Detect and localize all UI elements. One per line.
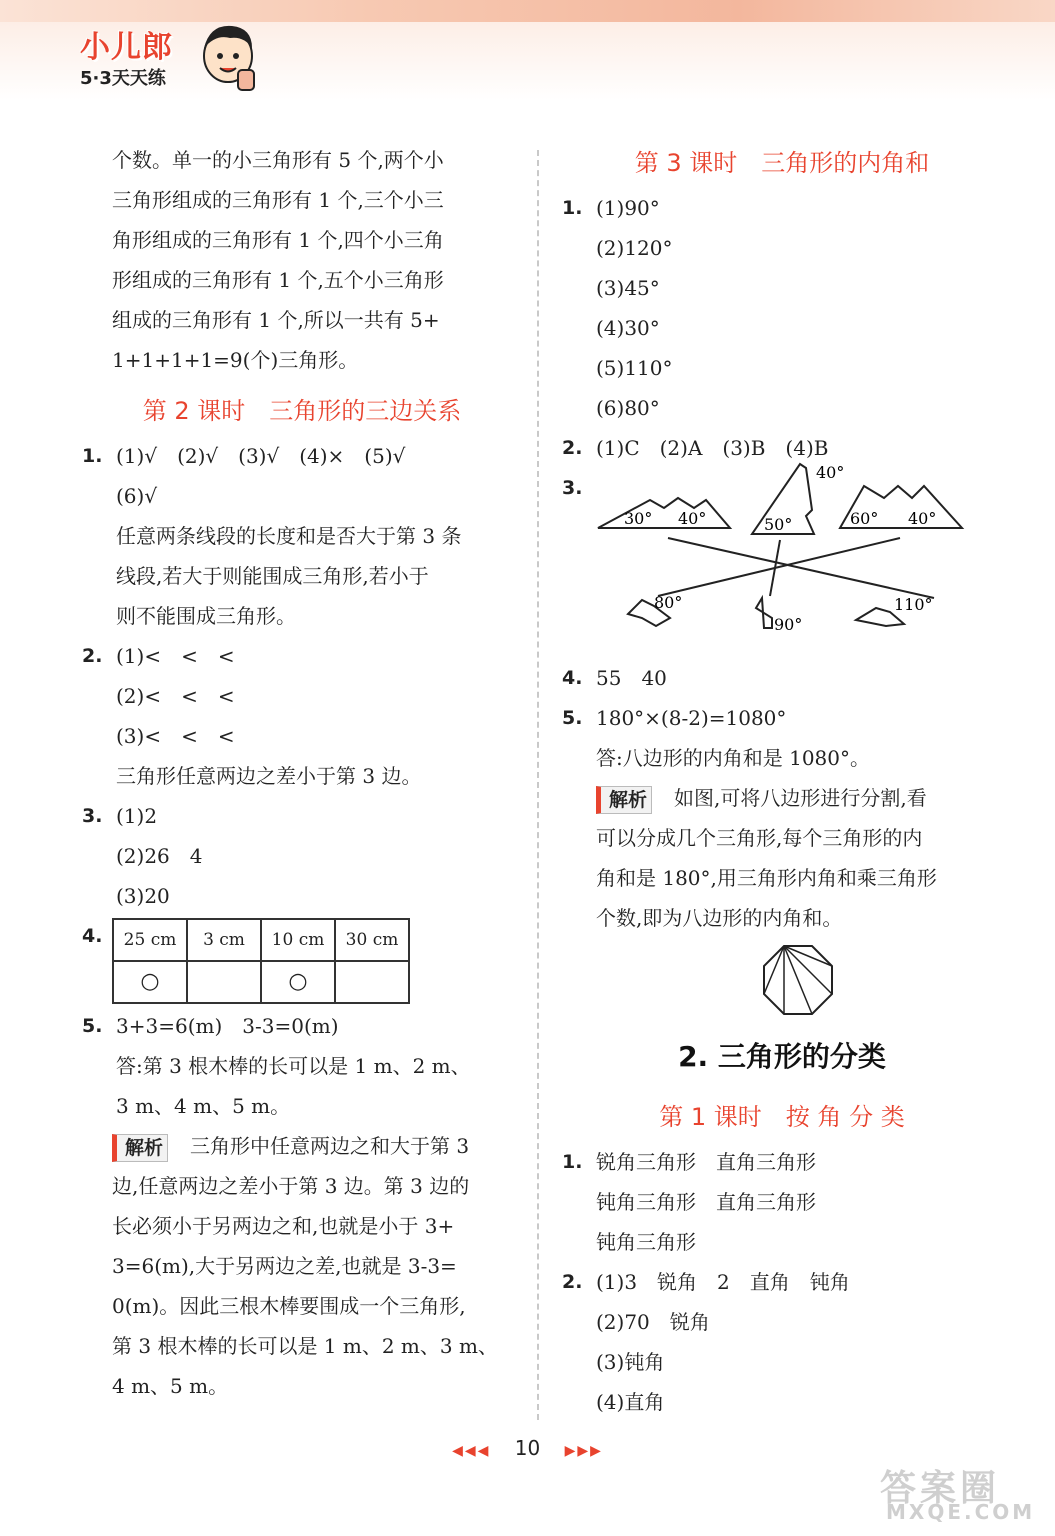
question-3 (562, 463, 1002, 658)
question-4 (82, 916, 522, 1006)
question-number: 3. (82, 805, 103, 827)
answer-line: (6)80° (596, 396, 660, 420)
watermark (880, 1460, 1050, 1530)
angle-label: 90° (774, 615, 803, 634)
analysis-line: 角和是 180°,用三角形内角和乘三角形 (596, 866, 937, 890)
answer-line: (3)< < < (116, 724, 235, 748)
analysis-tag: 解析 (596, 786, 652, 814)
intro-line: 角形组成的三角形有 1 个,四个小三角 (112, 228, 444, 252)
triangle-shape (598, 498, 730, 528)
intro-line: 形组成的三角形有 1 个,五个小三角形 (112, 268, 444, 292)
triangle-matching-diagram (594, 458, 994, 638)
watermark-title: 答案圈 (880, 1468, 1001, 1509)
answer-line: (3)45° (596, 276, 660, 300)
explanation-line: 三角形任意两边之差小于第 3 边。 (116, 764, 422, 788)
answer-line: (3)钝角 (596, 1350, 665, 1374)
octagon-icon (758, 942, 838, 1022)
angle-label: 110° (894, 595, 933, 614)
octagon-figure (562, 938, 1002, 1022)
angle-label: 40° (908, 509, 937, 528)
answer-line: 钝角三角形 (596, 1230, 696, 1254)
answer-line: 答:八边形的内角和是 1080°。 (596, 746, 870, 770)
angle-label: 80° (654, 593, 683, 612)
answer-line: 答:第 3 根木棒的长可以是 1 m、2 m、 (116, 1054, 471, 1078)
question-number: 3. (562, 477, 583, 499)
question-2 (562, 1262, 1002, 1302)
question-number: 4. (562, 667, 583, 689)
question-3 (82, 796, 522, 836)
answer-text: (1)90° (596, 196, 660, 220)
angle-label: 30° (624, 509, 653, 528)
prev-arrows-icon: ◀◀◀ (452, 1443, 491, 1459)
question-5 (82, 1006, 522, 1046)
logo-subtitle: 5·3天天练 (80, 68, 166, 89)
answer-line: (6)√ (116, 484, 158, 508)
question-number: 2. (82, 645, 103, 667)
question-5 (562, 698, 1002, 738)
analysis-line: 解析 如图,可将八边形进行分割,看 (562, 778, 1002, 818)
right-column (562, 140, 1002, 1422)
answer-text: (1)3 锐角 2 直角 钝角 (596, 1270, 850, 1294)
table-header: 10 cm (261, 919, 335, 961)
analysis-line: 边,任意两边之差小于第 3 边。第 3 边的 (112, 1174, 470, 1198)
question-number: 4. (82, 925, 103, 947)
angle-label: 40° (678, 509, 707, 528)
question-number: 5. (562, 707, 583, 729)
intro-line: 组成的三角形有 1 个,所以一共有 5+ (112, 308, 440, 332)
question-2 (82, 636, 522, 676)
matching-line (668, 538, 934, 598)
next-arrows-icon: ▶▶▶ (564, 1443, 603, 1459)
answer-text: (1)√ (2)√ (3)√ (4)× (5)√ (116, 444, 406, 468)
answer-line: (3)20 (116, 884, 170, 908)
table-header: 25 cm (113, 919, 187, 961)
answer-table (112, 918, 410, 1004)
lesson-title: 第 3 课时 三角形的内角和 (634, 149, 930, 177)
answer-line: (5)110° (596, 356, 673, 380)
table-cell (335, 961, 409, 1003)
analysis-line: 0(m)。因此三根木棒要围成一个三角形, (112, 1294, 466, 1318)
analysis-line: 4 m、5 m。 (112, 1374, 229, 1398)
left-column (82, 140, 522, 1406)
watermark-url: MXQE.COM (886, 1500, 1036, 1524)
analysis-line: 可以分成几个三角形,每个三角形的内 (596, 826, 923, 850)
question-1 (82, 436, 522, 476)
logo-title: 小儿郎 (80, 30, 173, 65)
angle-label: 50° (764, 515, 793, 534)
answer-text: (1)C (2)A (3)B (4)B (596, 436, 829, 460)
answer-line: (2)70 锐角 (596, 1310, 710, 1334)
answer-text: 3+3=6(m) 3-3=0(m) (116, 1014, 339, 1038)
mascot-icon (190, 18, 262, 98)
table-header: 30 cm (335, 919, 409, 961)
lesson-title: 第 2 课时 三角形的三边关系 (142, 397, 462, 425)
explanation-line: 任意两条线段的长度和是否大于第 3 条 (116, 524, 462, 548)
answer-line: 3 m、4 m、5 m。 (116, 1094, 291, 1118)
analysis-line: 长必须小于另两边之和,也就是小于 3+ (112, 1214, 455, 1238)
answer-text: 55 40 (596, 666, 667, 690)
answer-line: (2)26 4 (116, 844, 203, 868)
answer-line: (4)30° (596, 316, 660, 340)
fragment-shape (756, 598, 772, 628)
analysis-tag: 解析 (112, 1134, 168, 1162)
answer-line: (4)直角 (596, 1390, 665, 1414)
intro-line: 三角形组成的三角形有 1 个,三个小三 (112, 188, 444, 212)
answer-line: (2)< < < (116, 684, 235, 708)
analysis-line: 第 3 根木棒的长可以是 1 m、2 m、3 m、 (112, 1334, 498, 1358)
table-cell (187, 961, 261, 1003)
question-number: 1. (562, 1151, 583, 1173)
question-number: 2. (562, 437, 583, 459)
answer-line: (2)120° (596, 236, 673, 260)
intro-line: 个数。单一的小三角形有 5 个,两个小 (112, 148, 444, 172)
angle-label: 40° (816, 463, 845, 482)
table-cell: ○ (261, 961, 335, 1003)
question-1 (562, 1142, 1002, 1182)
question-number: 5. (82, 1015, 103, 1037)
answer-text: 锐角三角形 直角三角形 (596, 1150, 816, 1174)
answer-text: (1)< < < (116, 644, 235, 668)
brand-logo (72, 18, 262, 98)
question-1 (562, 188, 1002, 228)
angle-label: 60° (850, 509, 879, 528)
explanation-line: 则不能围成三角形。 (116, 604, 296, 628)
answer-text: 180°×(8-2)=1080° (596, 706, 787, 730)
table-cell: ○ (113, 961, 187, 1003)
answer-text: (1)2 (116, 804, 158, 828)
question-number: 1. (82, 445, 103, 467)
column-divider (537, 150, 539, 1420)
question-number: 1. (562, 197, 583, 219)
answer-line: 钝角三角形 直角三角形 (596, 1190, 816, 1214)
explanation-line: 线段,若大于则能围成三角形,若小于 (116, 564, 429, 588)
analysis-line: 3=6(m),大于另两边之差,也就是 3-3= (112, 1254, 457, 1278)
section-title: 2. 三角形的分类 (678, 1040, 886, 1073)
page-number: 10 (514, 1436, 541, 1460)
question-number: 2. (562, 1271, 583, 1293)
intro-line: 1+1+1+1=9(个)三角形。 (112, 348, 359, 372)
table-header: 3 cm (187, 919, 261, 961)
analysis-line: 个数,即为八边形的内角和。 (596, 906, 843, 930)
question-4 (562, 658, 1002, 698)
lesson-title: 第 1 课时 按 角 分 类 (659, 1103, 905, 1131)
analysis-line: 解析 三角形中任意两边之和大于第 3 (82, 1126, 522, 1166)
